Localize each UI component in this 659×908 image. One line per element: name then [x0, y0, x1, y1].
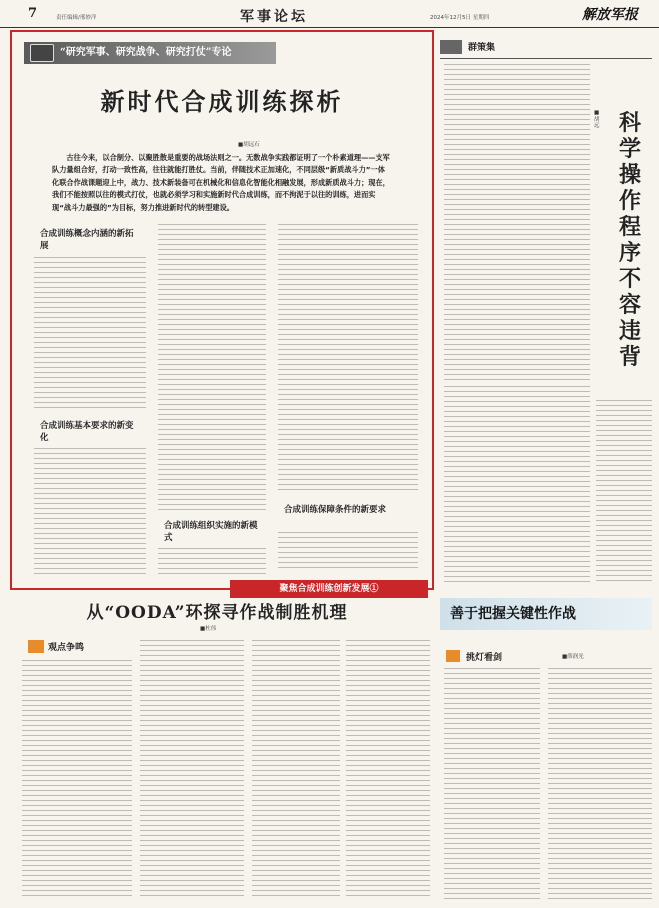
- body-text-col-2b: [158, 548, 266, 576]
- forum-badge-icon: [30, 44, 54, 62]
- masthead: [0, 0, 659, 28]
- right-body-text-a: [444, 64, 590, 382]
- viewpoint-icon: [28, 640, 44, 653]
- body-text-col-1a: [34, 257, 146, 412]
- subhead-4: 合成训练保障条件的新要求: [284, 505, 387, 515]
- bottom-text-col-2: [140, 640, 244, 900]
- lamp-sword-icon: [446, 650, 460, 662]
- right-sub-label: 挑灯看剑: [466, 653, 503, 663]
- forum-banner: [24, 42, 276, 64]
- paper-logo: 解放军报: [582, 7, 638, 23]
- feature-byline: ■胡远石: [238, 142, 260, 148]
- subhead-3: 合成训练组织实施的新模式: [164, 521, 258, 543]
- right-section-label: 群策集: [468, 43, 496, 53]
- right-byline: ■胡远: [594, 110, 600, 129]
- right-bottom-text-b: [548, 668, 652, 900]
- page-meta: 责任编辑/邢妙洋: [56, 15, 97, 21]
- page-number: 7: [28, 6, 38, 21]
- body-text-col-3b: [278, 532, 418, 572]
- body-text-col-2a: [158, 224, 266, 514]
- feature-lead: 古往今来，以合制分、以聚胜散是重要的战场法则之一。无数战争实践都证明了一个朴素道理——支军队力量组合好，打动一致性高，往往就能打胜仗。当前，伴随技术正加速化，不同层级“新质战斗力”一体化联合作战课题迎上中，战力、技术新装备可在机械化和信息化智能化相融发展，形成新质战斗力；现在，我们不能按照以往的模式打仗，也就必须学习和实施新时代合成训练，而不拘泥于以往的训练，进而实现“战斗力最强的”为目标，努力推进新时代的转型建设。: [52, 153, 390, 212]
- right-body-text-b: [444, 386, 590, 582]
- bottom-byline: ■杜伟: [200, 626, 217, 632]
- right-bottom-text-a: [444, 668, 540, 900]
- series-banner: 聚焦合成训练创新发展①: [230, 580, 428, 598]
- right-vertical-title: 科学操作程序不容违背: [618, 110, 641, 370]
- right-banner: 善于把握关键性作战: [440, 598, 652, 630]
- right-body-text-c: [596, 400, 652, 582]
- body-text-col-1b: [34, 448, 146, 576]
- dateline: 2024年12月5日 星期四: [430, 15, 490, 21]
- subhead-1: 合成训练概念内涵的新拓展: [40, 229, 134, 251]
- section-icon: [440, 40, 462, 54]
- section-title: 军事论坛: [240, 9, 308, 25]
- divider: [440, 58, 652, 59]
- right-sub-byline: ■薛润光: [562, 654, 584, 660]
- bottom-text-col-1: [22, 660, 132, 900]
- body-text-col-3a: [278, 224, 418, 494]
- bottom-sub-label: 观点争鸣: [48, 643, 85, 653]
- forum-banner-text: “研究军事、研究战争、研究打仗”专论: [60, 47, 232, 58]
- subhead-2: 合成训练基本要求的新变化: [40, 421, 134, 443]
- bottom-text-col-4: [346, 640, 430, 900]
- bottom-text-col-3: [252, 640, 340, 900]
- bottom-headline: 从“OODA”环探寻作战制胜机理: [86, 603, 348, 623]
- feature-headline: 新时代合成训练探析: [100, 87, 344, 116]
- feature-article-frame: [10, 30, 434, 594]
- right-section-head: [440, 38, 652, 56]
